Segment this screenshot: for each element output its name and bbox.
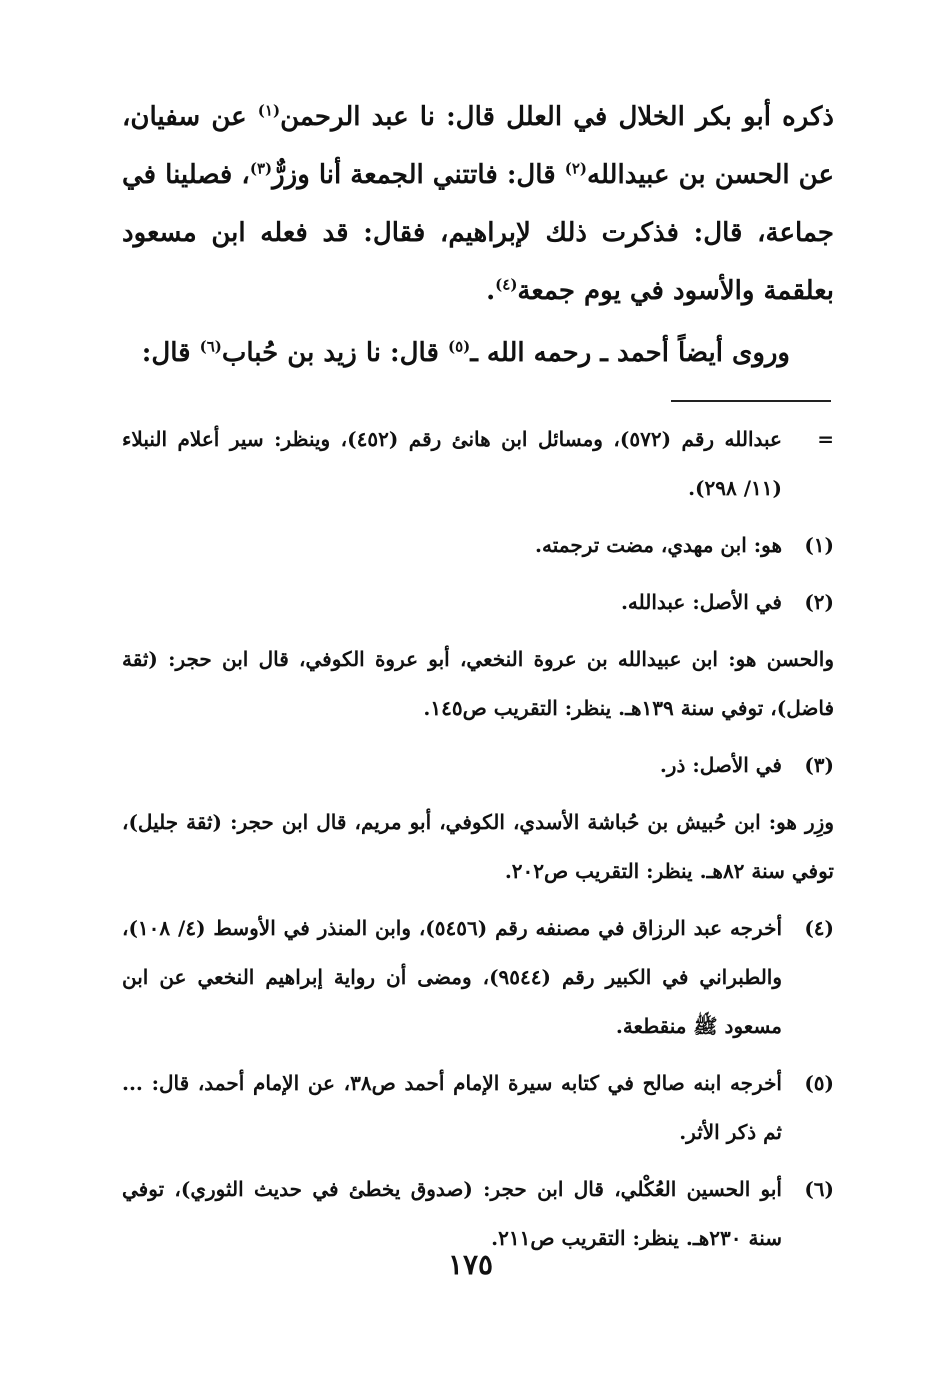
main-text [122,88,834,382]
footnote-5 [122,1059,834,1157]
paragraph-1: ذكره أبو بكر الخلال في العلل قال: نا عبد الرحمن$^{(١)}$ عن سفيان، عن الحسن بن عبيدالله$^{(٢)}$ قال: فاتتني الجمعة أنا وزرٌّ$^{(٣)}$، فصلينا في جماعة، قال: فذكرت ذلك لإبراهيم، فقال: قد فعله ابن مسعود بعلقمة والأسود في يوم جمعة$^{(٤)}$. [122,101,834,306]
footnote-number: (٤) [804,916,834,940]
footnote-continued [122,415,834,513]
footnote-3-detail: وزِر هو: ابن حُبيش بن حُباشة الأسدي، الكوفي، أبو مريم، قال ابن حجر: (ثقة جليل)، توفي سنة ٨٢هـ. ينظر: التقريب ص٢٠٢. [122,810,834,883]
footnote-ref-3[interactable]: (٣) [249,159,273,178]
footnote-text: هو: ابن مهدي، مضت ترجمته. [535,533,782,557]
footnote-text: أخرجه عبد الرزاق في مصنفه رقم (٥٤٥٦)، وابن المنذر في الأوسط (٤/ ١٠٨)، والطبراني في الكبير رقم (٩٥٤٤)، ومضى أن رواية إبراهيم النخعي عن ابن مسعود ﷺ منقطعة. [122,916,783,1038]
footnote-4 [122,904,834,1051]
footnote-number: (٦) [804,1177,834,1201]
footnote-number: (٥) [804,1071,834,1095]
footnote-text: أبو الحسين العُكْلي، قال ابن حجر: (صدوق يخطئ في حديث الثوري)، توفي سنة ٢٣٠هـ. ينظر: التقريب ص٢١١. [122,1177,782,1250]
footnote-text: في الأصل: ذر. [659,753,782,777]
footnote-number: (٢) [804,590,834,614]
footnote-3 [122,741,834,790]
page-number: ١٧٥ [447,1248,494,1281]
footnote-ref-5[interactable]: (٥) [447,337,471,356]
footnote-text: أخرجه ابنه صالح في كتابه سيرة الإمام أحمد ص٣٨، عن الإمام أحمد، قال: ... ثم ذكر الأثر. [122,1071,782,1144]
footnote-text: في الأصل: عبدالله. [620,590,782,614]
continuation-mark: = [817,427,834,451]
footnote-ref-1[interactable]: (١) [257,101,281,120]
footnote-ref-4[interactable]: (٤) [495,275,518,294]
footnote-text: عبدالله رقم (٥٧٢)، ومسائل ابن هانئ رقم (٤٥٢)، وينظر: سير أعلام النبلاء (١١/ ٢٩٨). [122,427,782,500]
footnote-separator [671,400,831,402]
paragraph-2: وروى أيضاً أحمد ـ رحمه الله ـ$^{(٥)}$ قال: نا زيد بن حُباب$^{(٦)}$ قال: [141,337,790,368]
footnote-number: (١) [804,533,834,557]
footnote-ref-2[interactable]: (٢) [564,159,587,178]
footnote-ref-6[interactable]: (٦) [199,337,222,356]
footnote-1 [122,521,834,570]
footnotes [122,415,834,1271]
footnote-2 [122,578,834,627]
footnote-number: (٣) [804,753,834,777]
footnote-2-detail: والحسن هو: ابن عبيدالله بن عروة النخعي، أبو عروة الكوفي، قال ابن حجر: (ثقة فاضل)، توفي سنة ١٣٩هـ. ينظر: التقريب ص١٤٥. [122,647,834,720]
